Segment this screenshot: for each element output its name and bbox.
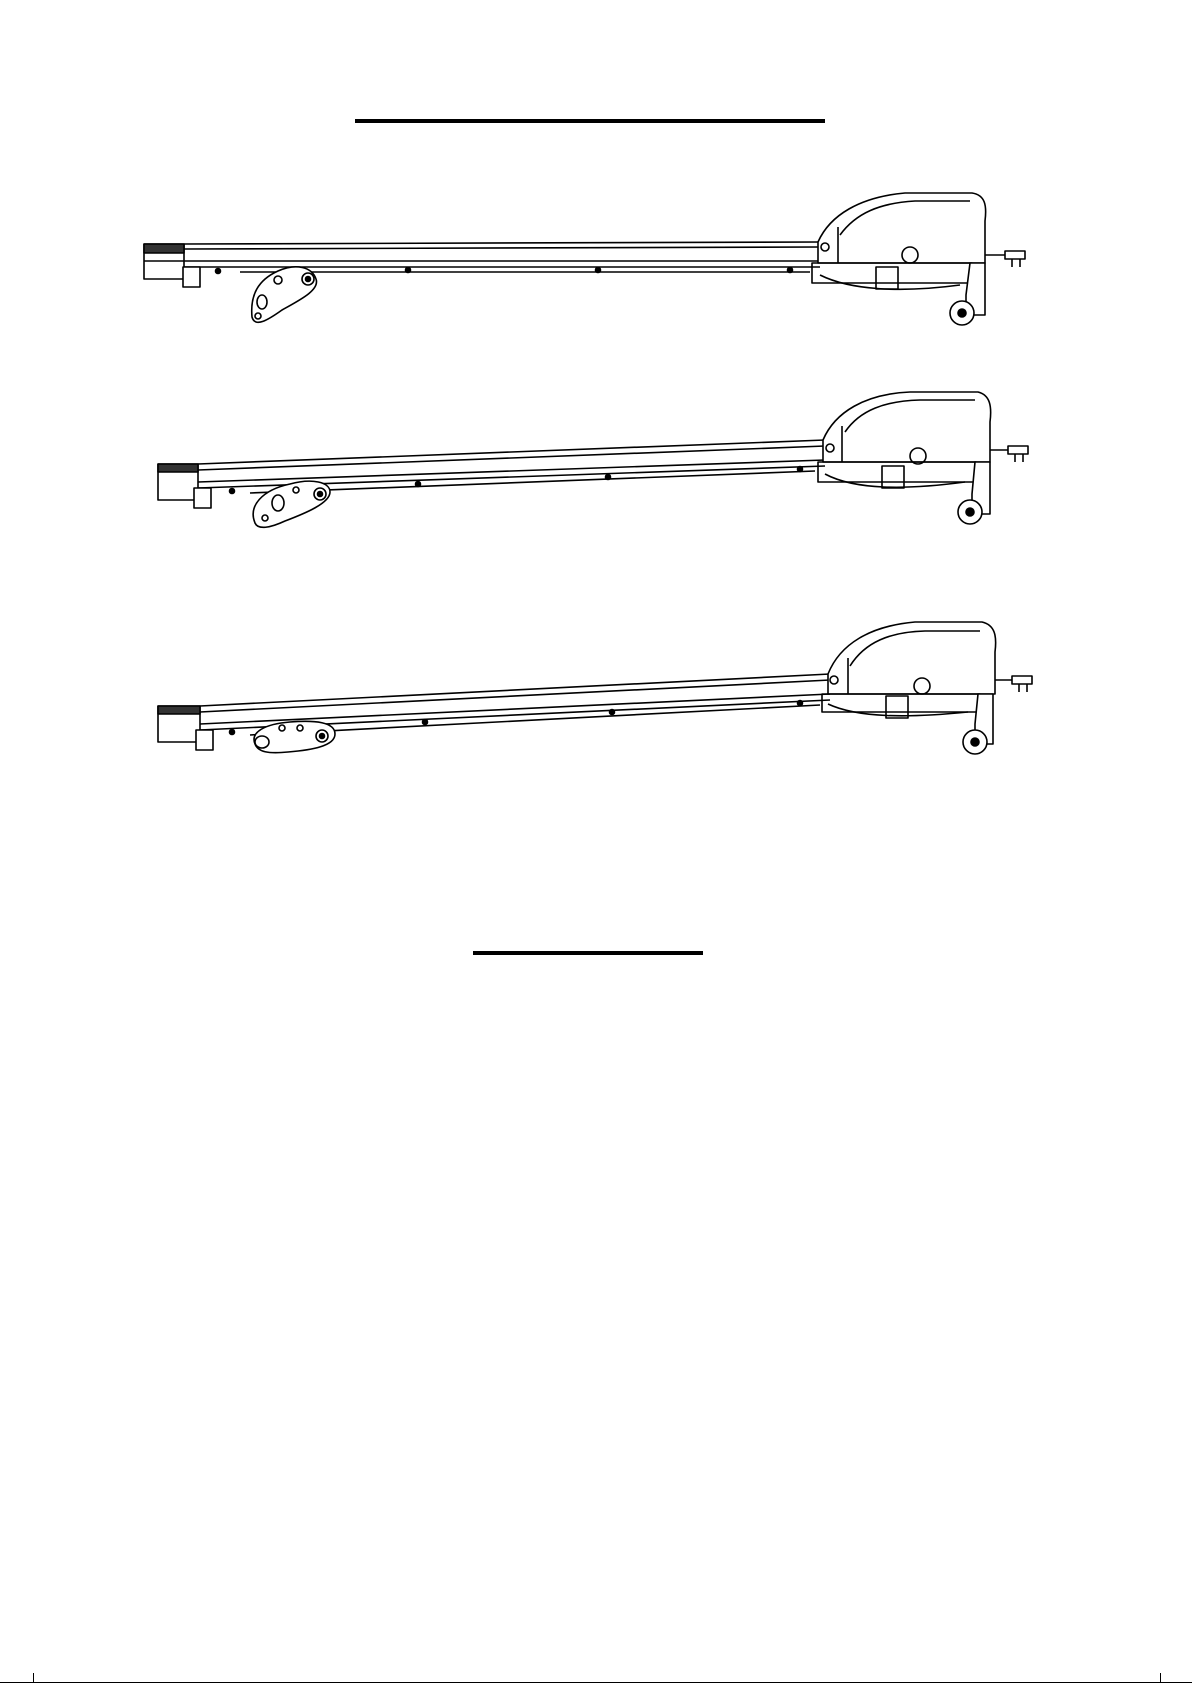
treadmill-diagram-medium bbox=[0, 378, 1192, 538]
page-corner-mark-left bbox=[33, 1673, 34, 1683]
treadmill-diagram-flat bbox=[0, 175, 1192, 340]
page-bottom-border bbox=[0, 1682, 1192, 1683]
page-corner-mark-right bbox=[1160, 1673, 1161, 1683]
heading-underline-top bbox=[355, 119, 825, 123]
heading-underline-mid bbox=[473, 951, 703, 955]
treadmill-diagram-high bbox=[0, 604, 1192, 764]
